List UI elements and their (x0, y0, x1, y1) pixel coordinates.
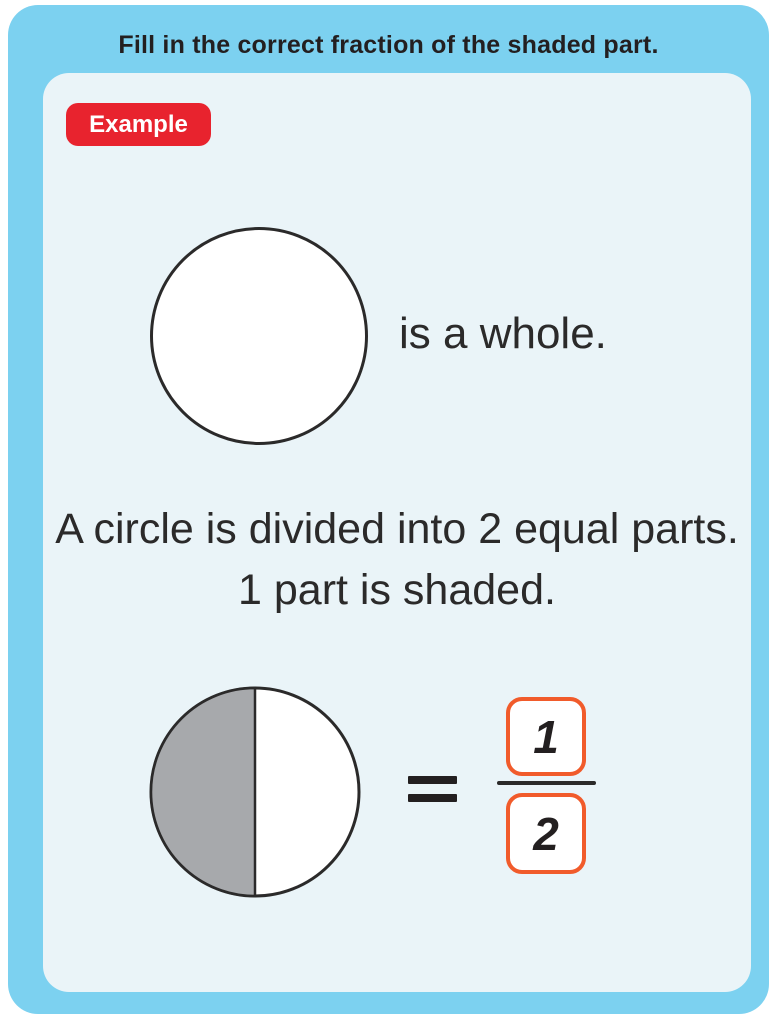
denominator-box[interactable] (506, 793, 586, 874)
numerator-value: 1 (533, 710, 559, 763)
half-shaded-circle-figure (148, 685, 362, 899)
numerator-box[interactable] (506, 697, 586, 776)
page-title: Fill in the correct fraction of the shaded part. (118, 31, 659, 59)
whole-caption: is a whole. (399, 309, 607, 358)
fraction-bar (497, 781, 596, 785)
explanation-text (43, 499, 751, 621)
whole-circle-figure (150, 227, 368, 445)
explanation-line-2: 1 part is shaded. (238, 566, 556, 614)
worksheet-card (8, 5, 769, 1014)
equals-top-bar (408, 776, 457, 784)
equals-sign (408, 776, 457, 802)
denominator-value: 2 (533, 807, 559, 860)
equals-bottom-bar (408, 794, 457, 802)
example-badge-label: Example (89, 110, 188, 138)
example-badge (66, 103, 211, 146)
shaded-left-half (151, 688, 255, 896)
explanation-line-1: A circle is divided into 2 equal parts. (55, 505, 739, 553)
